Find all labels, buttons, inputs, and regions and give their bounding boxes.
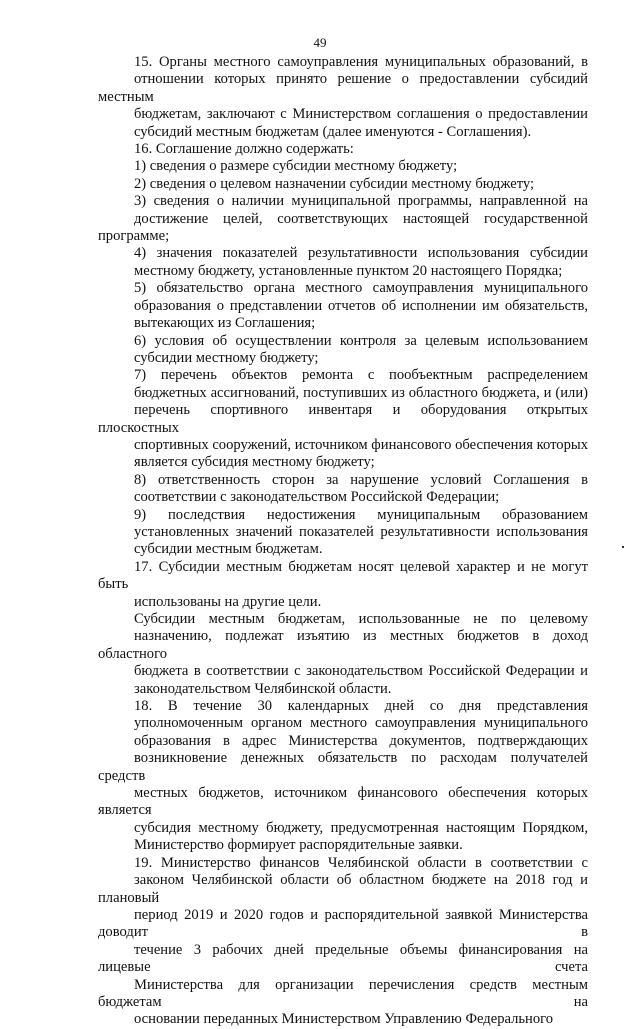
text-line: субсидий местным бюджетам (далее именуются - Соглашения). bbox=[134, 123, 532, 140]
paragraph-p16 bbox=[98, 141, 588, 158]
paragraph-p17 bbox=[98, 559, 588, 611]
text-line: отношении которых принято решение о предоставлении субсидий местным bbox=[98, 71, 588, 105]
text-line: 16. Соглашение должно содержать: bbox=[134, 141, 354, 158]
paragraph-p16-4 bbox=[98, 245, 588, 280]
text-line: использованы на другие цели. bbox=[134, 593, 322, 610]
text-line: законом Челябинской области об областном бюджете на 2018 год и плановый bbox=[98, 872, 588, 906]
text-line: субсидии местным бюджетам. bbox=[134, 541, 323, 558]
document-body bbox=[98, 54, 588, 1029]
paragraph-p16-5 bbox=[98, 280, 588, 332]
text-line: 2) сведения о целевом назначении субсидии местному бюджету; bbox=[134, 175, 535, 192]
text-line: 7) перечень объектов ремонта с пообъектным распределением bbox=[134, 367, 588, 384]
text-line: возникновение денежных обязательств по расходам получателей средств bbox=[98, 750, 588, 784]
text-line: 8) ответственность сторон за нарушение условий Соглашения в bbox=[134, 471, 588, 488]
text-line: Субсидии местным бюджетам, использованные не по целевому bbox=[134, 611, 588, 627]
text-line: субсидия местному бюджету, предусмотренная настоящим Порядком, bbox=[134, 819, 588, 836]
text-line: законодательством Челябинской области. bbox=[134, 680, 392, 697]
text-line: местных бюджетов, источником финансового обеспечения которых является bbox=[98, 785, 588, 819]
paragraph-p16-3 bbox=[98, 193, 588, 245]
text-line: спортивных сооружений, источником финансового обеспечения которых bbox=[134, 436, 589, 453]
paragraph-p16-6 bbox=[98, 333, 588, 368]
text-line: соответствии с законодательством Российской Федерации; bbox=[134, 489, 500, 506]
paragraph-p19 bbox=[98, 855, 588, 1029]
text-line: 19. Министерство финансов Челябинской области в соответствии с bbox=[134, 854, 588, 871]
text-line: субсидии местному бюджету; bbox=[134, 349, 319, 366]
text-line: 6) условия об осуществлении контроля за целевым использованием bbox=[134, 332, 588, 349]
text-line: 9) последствия недостижения муниципальным образованием bbox=[134, 506, 588, 523]
text-line: образования о представлении отчетов об исполнении им обязательств, bbox=[134, 297, 588, 314]
paragraph-p18 bbox=[98, 698, 588, 855]
text-line: образования в адрес Министерства документов, подтверждающих bbox=[134, 732, 588, 749]
text-line: Министерство формирует распорядительные заявки. bbox=[134, 837, 463, 854]
text-line: основании переданных Министерством Управлению Федерального bbox=[134, 1011, 554, 1028]
text-line: 4) значения показателей результативности использования субсидии bbox=[134, 245, 588, 262]
text-line: бюджетных ассигнований, поступивших из областного бюджета, и (или) bbox=[134, 384, 588, 401]
text-line: вытекающих из Соглашения; bbox=[134, 315, 316, 332]
text-line: период 2019 и 2020 годов и распорядительной заявкой Министерства доводит в bbox=[98, 906, 588, 941]
paragraph-p16-7 bbox=[98, 367, 588, 471]
paragraph-p16-8 bbox=[98, 472, 588, 507]
scan-speck bbox=[622, 546, 624, 548]
paragraph-p17b bbox=[98, 611, 588, 698]
paragraph-p16-2 bbox=[98, 176, 588, 193]
text-line: 18. В течение 30 календарных дней со дня представления bbox=[134, 698, 588, 715]
text-line: 5) обязательство органа местного самоуправления муниципального bbox=[134, 280, 588, 297]
paragraph-p16-1 bbox=[98, 158, 588, 175]
text-line: Министерства для организации перечисления средств местным бюджетам на bbox=[98, 976, 588, 1010]
page-number: 49 bbox=[313, 35, 327, 50]
text-line: уполномоченным органом местного самоуправления муниципального bbox=[134, 715, 588, 732]
paragraph-p15 bbox=[98, 54, 588, 141]
text-line: 1) сведения о размере субсидии местному бюджету; bbox=[134, 158, 458, 175]
text-line: 3) сведения о наличии муниципальной программы, направленной на bbox=[134, 193, 588, 210]
text-line: перечень спортивного инвентаря и оборудования открытых плоскостных bbox=[98, 402, 588, 436]
text-line: бюджета в соответствии с законодательством Российской Федерации и bbox=[134, 663, 588, 680]
text-line: 15. Органы местного самоуправления муниципальных образований, в bbox=[134, 54, 588, 70]
text-line: назначению, подлежат изъятию из местных бюджетов в доход областного bbox=[98, 628, 588, 662]
text-line: течение 3 рабочих дней предельные объемы финансирования на лицевые счета bbox=[98, 941, 588, 976]
text-line: местному бюджету, установленные пунктом 20 настоящего Порядка; bbox=[134, 262, 563, 279]
text-line: установленных значений показателей результативности использования bbox=[134, 523, 588, 540]
paragraph-p16-9 bbox=[98, 507, 588, 559]
text-line: бюджетам, заключают с Министерством соглашения о предоставлении bbox=[134, 106, 588, 123]
text-line: является субсидия местному бюджету; bbox=[134, 454, 375, 471]
text-line: 17. Субсидии местным бюджетам носят целевой характер и не могут быть bbox=[98, 558, 588, 593]
text-line: достижение целей, соответствующих настоящей государственной программе; bbox=[98, 210, 588, 245]
